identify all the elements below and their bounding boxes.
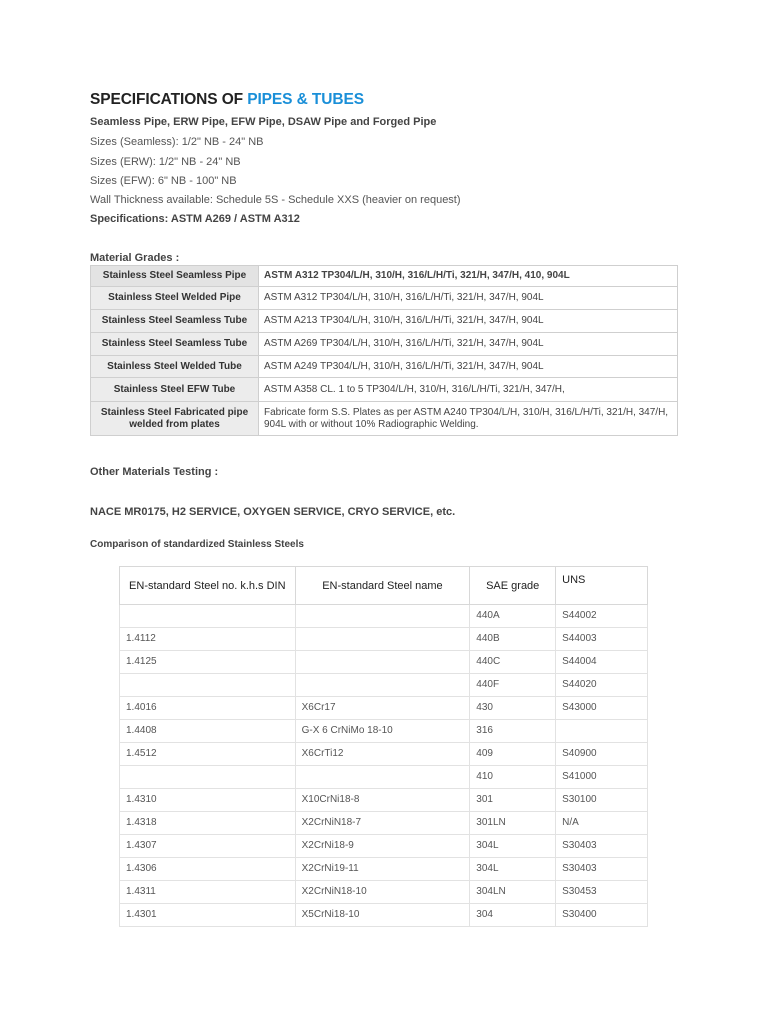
table-row [120, 904, 648, 927]
grade-row [91, 378, 678, 402]
page-title [90, 91, 364, 109]
size-erw: Sizes (ERW): 1/2" NB - 24" NB [90, 156, 241, 168]
grade-name: Stainless Steel Fabricated pipe welded from plates [91, 402, 259, 436]
cell-sae-grade: 440B [470, 628, 556, 651]
grade-row [91, 333, 678, 356]
header-en-steel-no: EN-standard Steel no. k.h.s DIN [120, 567, 296, 605]
material-grades-table [90, 265, 678, 436]
cell-uns: S43000 [556, 697, 648, 720]
table-row [120, 628, 648, 651]
table-row [120, 651, 648, 674]
table-row [120, 789, 648, 812]
grade-spec: Fabricate form S.S. Plates as per ASTM A240 TP304/L/H, 310/H, 316/L/H/Ti, 321/H, 347/H, 904L with or without 10% Radiographic Welding. [259, 402, 678, 436]
cell-steel-name: X2CrNiN18-10 [295, 881, 470, 904]
cell-steel-no: 1.4307 [120, 835, 296, 858]
comparison-heading: Comparison of standardized Stainless Steels [90, 539, 304, 550]
cell-uns: S41000 [556, 766, 648, 789]
table-row [120, 743, 648, 766]
table-row [120, 812, 648, 835]
cell-steel-no: 1.4408 [120, 720, 296, 743]
grade-spec: ASTM A269 TP304/L/H, 310/H, 316/L/H/Ti, 321/H, 347/H, 904L [259, 333, 678, 356]
grade-spec: ASTM A358 CL. 1 to 5 TP304/L/H, 310/H, 316/L/H/Ti, 321/H, 347/H, [259, 378, 678, 402]
cell-steel-name: X6Cr17 [295, 697, 470, 720]
cell-steel-no: 1.4310 [120, 789, 296, 812]
header-sae-grade: SAE grade [470, 567, 556, 605]
grade-row [91, 287, 678, 310]
cell-steel-no [120, 605, 296, 628]
size-seamless: Sizes (Seamless): 1/2" NB - 24" NB [90, 136, 264, 148]
cell-sae-grade: 440C [470, 651, 556, 674]
cell-sae-grade: 304L [470, 858, 556, 881]
cell-steel-no: 1.4112 [120, 628, 296, 651]
table-row [120, 605, 648, 628]
cell-steel-name [295, 766, 470, 789]
other-materials-heading: Other Materials Testing : [90, 466, 219, 478]
cell-steel-no [120, 674, 296, 697]
table-row [120, 835, 648, 858]
cell-uns: S30400 [556, 904, 648, 927]
cell-steel-no: 1.4318 [120, 812, 296, 835]
cell-steel-name: X2CrNi18-9 [295, 835, 470, 858]
cell-sae-grade: 304 [470, 904, 556, 927]
cell-steel-no: 1.4016 [120, 697, 296, 720]
cell-steel-name [295, 674, 470, 697]
cell-uns: S44003 [556, 628, 648, 651]
title-prefix: SPECIFICATIONS OF [90, 91, 248, 108]
cell-steel-no: 1.4306 [120, 858, 296, 881]
specifications: Specifications: ASTM A269 / ASTM A312 [90, 213, 300, 225]
cell-steel-name: X2CrNi19-11 [295, 858, 470, 881]
title-accent: PIPES & TUBES [247, 91, 364, 108]
grade-row [91, 402, 678, 436]
table-row [120, 720, 648, 743]
cell-sae-grade: 304L [470, 835, 556, 858]
grade-name: Stainless Steel Welded Pipe [91, 287, 259, 310]
table-row [120, 674, 648, 697]
comparison-header-row [120, 567, 648, 605]
cell-sae-grade: 301 [470, 789, 556, 812]
grade-spec: ASTM A213 TP304/L/H, 310/H, 316/L/H/Ti, 321/H, 347/H, 904L [259, 310, 678, 333]
cell-uns [556, 720, 648, 743]
cell-uns: N/A [556, 812, 648, 835]
cell-uns: S44004 [556, 651, 648, 674]
cell-uns: S30453 [556, 881, 648, 904]
grade-name: Stainless Steel Seamless Tube [91, 310, 259, 333]
cell-steel-name [295, 628, 470, 651]
cell-steel-name: X5CrNi18-10 [295, 904, 470, 927]
cell-uns: S44020 [556, 674, 648, 697]
header-en-steel-name: EN-standard Steel name [295, 567, 470, 605]
comparison-table [119, 566, 648, 927]
cell-uns: S30403 [556, 858, 648, 881]
cell-sae-grade: 430 [470, 697, 556, 720]
cell-steel-name: X6CrTi12 [295, 743, 470, 766]
cell-sae-grade: 301LN [470, 812, 556, 835]
table-row [120, 766, 648, 789]
cell-sae-grade: 316 [470, 720, 556, 743]
cell-steel-name [295, 651, 470, 674]
grade-name: Stainless Steel Seamless Pipe [91, 266, 259, 287]
cell-sae-grade: 440F [470, 674, 556, 697]
cell-steel-name: X10CrNi18-8 [295, 789, 470, 812]
cell-sae-grade: 304LN [470, 881, 556, 904]
cell-steel-no: 1.4311 [120, 881, 296, 904]
grade-spec: ASTM A312 TP304/L/H, 310/H, 316/L/H/Ti, 321/H, 347/H, 904L [259, 287, 678, 310]
grade-spec: ASTM A249 TP304/L/H, 310/H, 316/L/H/Ti, 321/H, 347/H, 904L [259, 356, 678, 378]
cell-sae-grade: 409 [470, 743, 556, 766]
cell-steel-no: 1.4125 [120, 651, 296, 674]
grade-name: Stainless Steel Seamless Tube [91, 333, 259, 356]
size-efw: Sizes (EFW): 6" NB - 100" NB [90, 175, 237, 187]
cell-uns: S30100 [556, 789, 648, 812]
cell-steel-no [120, 766, 296, 789]
grade-row [91, 310, 678, 333]
subtitle: Seamless Pipe, ERW Pipe, EFW Pipe, DSAW Pipe and Forged Pipe [90, 116, 437, 128]
cell-steel-name: G-X 6 CrNiMo 18-10 [295, 720, 470, 743]
cell-steel-name [295, 605, 470, 628]
cell-sae-grade: 410 [470, 766, 556, 789]
grade-name: Stainless Steel Welded Tube [91, 356, 259, 378]
cell-uns: S40900 [556, 743, 648, 766]
cell-steel-no: 1.4301 [120, 904, 296, 927]
table-row [120, 881, 648, 904]
cell-sae-grade: 440A [470, 605, 556, 628]
table-row [120, 697, 648, 720]
cell-steel-name: X2CrNiN18-7 [295, 812, 470, 835]
header-uns: UNS [556, 567, 648, 605]
table-row [120, 858, 648, 881]
cell-uns: S30403 [556, 835, 648, 858]
material-grades-heading: Material Grades : [90, 252, 180, 264]
grade-row [91, 356, 678, 378]
grade-row [91, 266, 678, 287]
grade-spec: ASTM A312 TP304/L/H, 310/H, 316/L/H/Ti, 321/H, 347/H, 410, 904L [259, 266, 678, 287]
cell-uns: S44002 [556, 605, 648, 628]
grade-name: Stainless Steel EFW Tube [91, 378, 259, 402]
nace-line: NACE MR0175, H2 SERVICE, OXYGEN SERVICE, CRYO SERVICE, etc. [90, 506, 456, 518]
wall-thickness: Wall Thickness available: Schedule 5S - Schedule XXS (heavier on request) [90, 194, 461, 206]
cell-steel-no: 1.4512 [120, 743, 296, 766]
